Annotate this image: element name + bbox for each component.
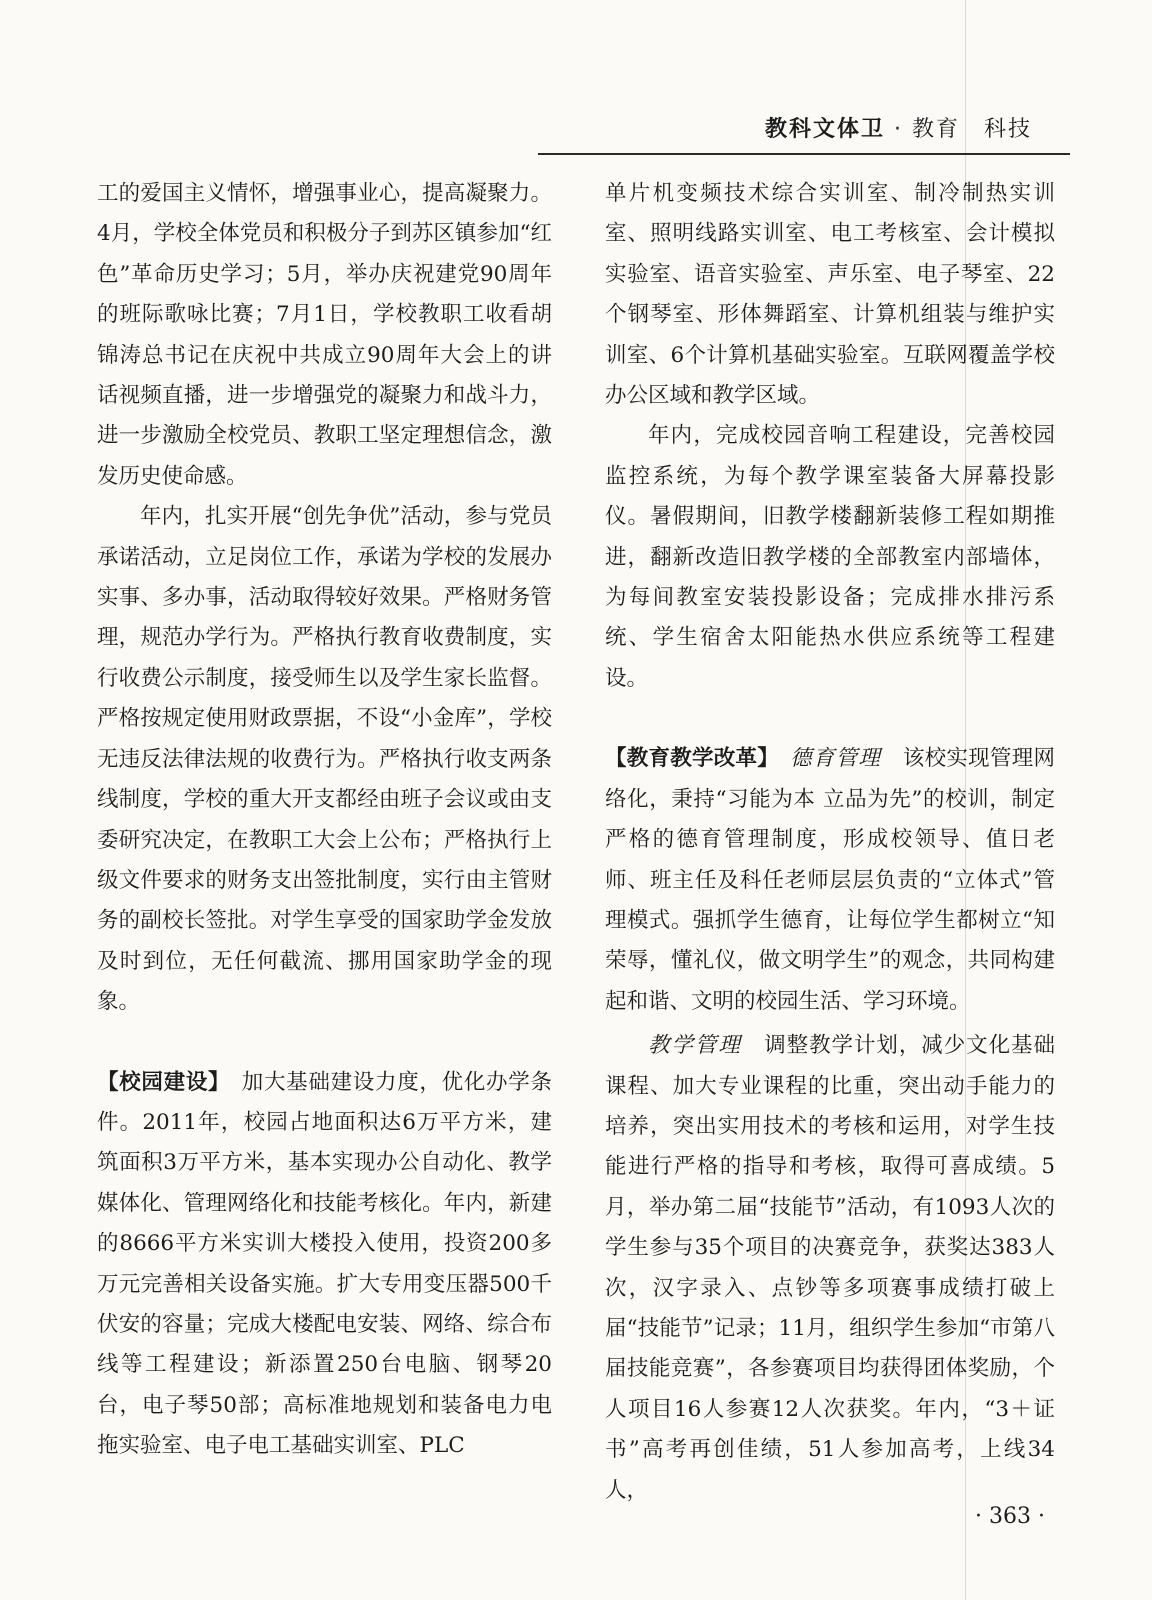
left-paragraph-3 bbox=[97, 1063, 552, 1467]
subheading-moral: 德育管理 bbox=[790, 746, 882, 772]
left-paragraph-1: 工的爱国主义情怀，增强事业心，提高凝聚力。4月，学校全体党员和积极分子到苏区镇参加“红色”革命历史学习；5月，举办庆祝建党90周年的班际歌咏比赛；7月1日，学校教职工收看胡锦涛总书记在庆祝中共成立90周年大会上的讲话视频直播，进一步增强党的凝聚力和战斗力，进一步激励全校党员、教职工坚定理想信念，激发历史使命感。 bbox=[97, 181, 552, 489]
header-rule bbox=[538, 153, 1070, 155]
right-paragraph-1: 单片机变频技术综合实训室、制冷制热实训室、照明线路实训室、电工考核室、会计模拟实验室、语音实验室、声乐室、电子琴室、22个钢琴室、形体舞蹈室、计算机组装与维护实训室、6个计算机基础实验室。互联网覆盖学校办公区域和教学区域。 bbox=[605, 181, 1055, 409]
right-paragraph-2: 年内，完成校园音响工程建设，完善校园监控系统，为每个教学课室装备大屏幕投影仪。暑假期间，旧教学楼翻新装修工程如期推进，翻新改造旧教学楼的全部教室内部墙体，为每间教室安装投影设备；完成排水排污系统、学生宿舍太阳能热水供应系统等工程建设。 bbox=[605, 423, 1055, 691]
header-subsection: 教育 科技 bbox=[911, 117, 1032, 142]
right-paragraph-3 bbox=[605, 739, 1055, 1022]
page-number: · 363 · bbox=[975, 1504, 1045, 1529]
left-paragraph-3-body: 加大基础建设力度，优化办学条件。2011年，校园占地面积达6万平方米，建筑面积3万平方米，基本实现办公自动化、教学媒体化、管理网络化和技能考核化。年内，新建的8666平方米实训大楼投入使用，投资200多万元完善相关设备实施。扩大专用变压器500千伏安的容量；完成大楼配电安装、网络、综合布线等工程建设；新添置250台电脑、钢琴20台，电子琴50部；高标准地规划和装备电力电拖实验室、电子电工基础实训室、PLC bbox=[97, 1069, 552, 1459]
header-section: 教科文体卫 bbox=[764, 117, 885, 142]
section-heading-reform: 【教育教学改革】 bbox=[605, 746, 769, 772]
running-header bbox=[765, 112, 1032, 143]
right-paragraph-4-body: 调整教学计划，减少文化基础课程、加大专业课程的比重，突出动手能力的培养，突出实用技术的考核和运用，对学生技能进行严格的指导和考核，取得可喜成绩。5月，举办第二届“技能节”活动，有1093人次的学生参与35个项目的决赛竞争，获奖达383人次，汉字录入、点钞等多项赛事成绩打破上届“技能节”记录；11月，组织学生参加“市第八届技能竞赛”，各参赛项目均获得团体奖励，个人项目16人参赛12人次获奖。年内，“3＋证书”高考再创佳绩，51人参加高考，上线34人， bbox=[605, 1033, 1055, 1503]
left-column bbox=[97, 174, 552, 1467]
section-heading-campus: 【校园建设】 bbox=[97, 1069, 220, 1095]
subheading-teaching: 教学管理 bbox=[648, 1033, 742, 1059]
left-paragraph-2: 年内，扎实开展“创先争优”活动，参与党员承诺活动，立足岗位工作，承诺为学校的发展办实事、多办事，活动取得较好效果。严格财务管理，规范办学行为。严格执行教育收费制度，实行收费公示制度，接受师生以及学生家长监督。严格按规定使用财政票据，不设“小金库”，学校无违反法律法规的收费行为。严格执行收支两条线制度，学校的重大开支都经由班子会议或由支委研究决定，在教职工大会上公布；严格执行上级文件要求的财务支出签批制度，实行由主管财务的副校长签批。对学生享受的国家助学金发放及时到位，无任何截流、挪用国家助学金的现象。 bbox=[97, 504, 552, 1015]
right-paragraph-3-body: 该校实现管理网络化，秉持“习能为本 立品为先”的校训，制定严格的德育管理制度，形成校领导、值日老师、班主任及科任老师层层负责的“立体式”管理模式。强抓学生德育，让每位学生都树立“知荣辱，懂礼仪，做文明学生”的观念，共同构建起和谐、文明的校园生活、学习环境。 bbox=[605, 746, 1055, 1014]
right-paragraph-4 bbox=[605, 1026, 1055, 1511]
right-column bbox=[605, 174, 1055, 1511]
header-separator: · bbox=[893, 117, 903, 142]
